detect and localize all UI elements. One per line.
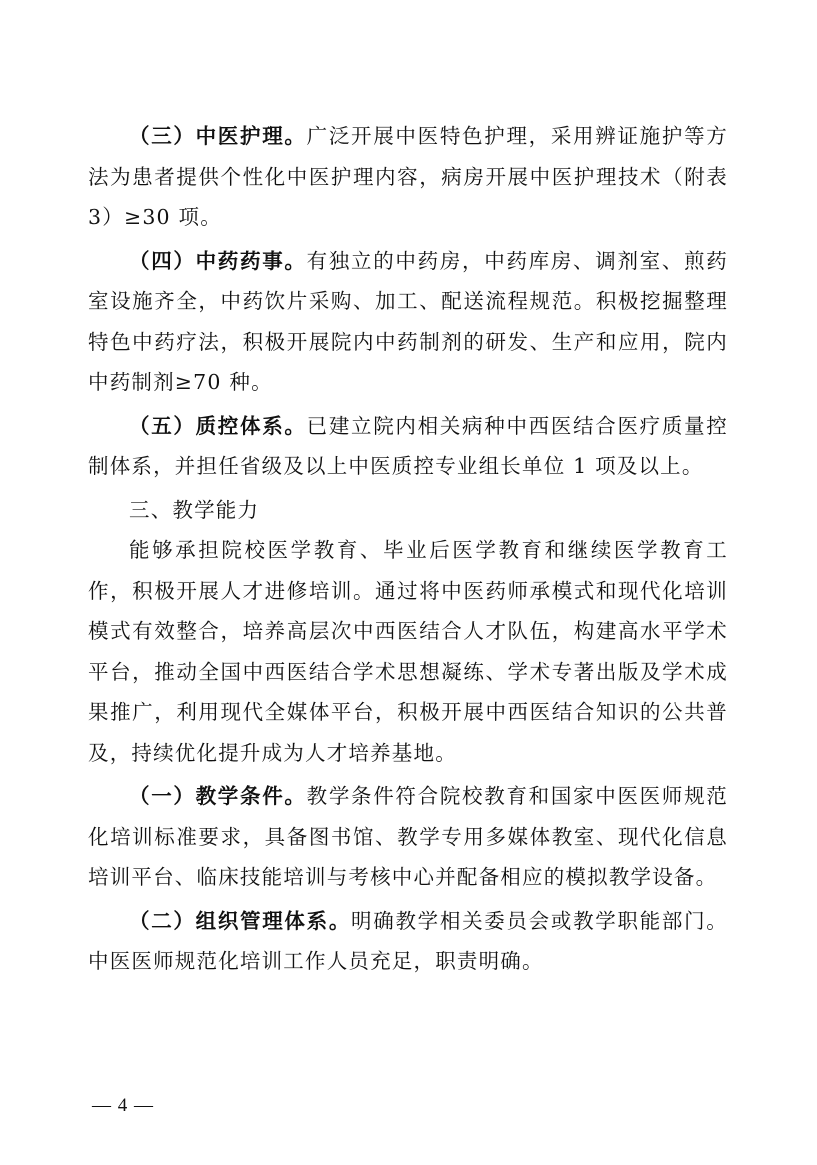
paragraph-text: 已建立院内相关病种中西医结合医疗质量控制体系，并担任省级及以上中医质控专业组长单位 1 项及以上。 (88, 413, 728, 478)
paragraph-text: 教学条件符合院校教育和国家中医医师规范化培训标准要求，具备图书馆、教学专用多媒体教室、现代化信息培训平台、临床技能培训与考核中心并配备相应的模拟教学设备。 (88, 784, 728, 889)
paragraph-heading: （五）质控体系。 (129, 413, 307, 438)
paragraph-quality-control (88, 406, 728, 487)
paragraph-pharmacy (88, 241, 728, 403)
paragraph-nursing (88, 116, 728, 238)
paragraph-text: 明确教学相关委员会或教学职能部门。中医医师规范化培训工作人员充足，职责明确。 (88, 908, 729, 973)
section-title: 三、教学能力 (129, 497, 260, 522)
paragraph-teaching-conditions (88, 776, 728, 898)
paragraph-management-system (88, 901, 728, 982)
paragraph-heading: （一）教学条件。 (129, 784, 307, 808)
paragraph-heading: （四）中药药事。 (129, 248, 307, 273)
paragraph-heading: （三）中医护理。 (129, 124, 307, 148)
page-number: — 4 — (92, 1095, 154, 1116)
section-intro: 能够承担院校医学教育、毕业后医学教育和继续医学教育工作，积极开展人才进修培训。通过将中医药师承模式和现代化培训模式有效整合，培养高层次中西医结合人才队伍，构建高水平学术平台，推动全国中西医结合学术思想凝练、学术专著出版及学术成果推广，利用现代全媒体平台，积极开展中西医结合知识的公共普及，持续优化提升成为人才培养基地。 (88, 538, 728, 765)
paragraph-text: 有独立的中药房，中药库房、调剂室、煎药室设施齐全，中药饮片采购、加工、配送流程规范。积极挖掘整理特色中药疗法，积极开展院内中药制剂的研发、生产和应用，院内中药制剂≥70 种。 (88, 248, 728, 394)
document-body (88, 116, 728, 982)
paragraph-text: 广泛开展中医特色护理，采用辨证施护等方法为患者提供个性化中医护理内容，病房开展中医护理技术（附表 3）≥30 项。 (88, 124, 728, 229)
paragraph-heading: （二）组织管理体系。 (129, 908, 352, 933)
